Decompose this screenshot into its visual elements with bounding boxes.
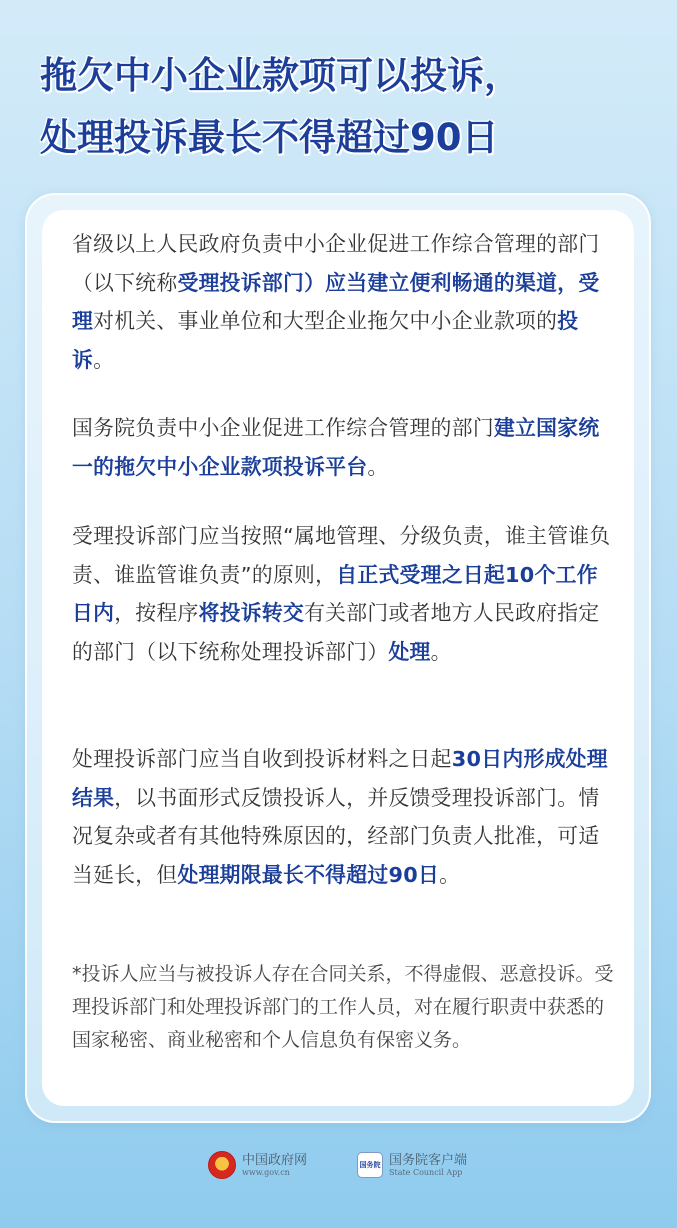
body-text: ，按程序 xyxy=(114,601,199,625)
body-text: 受理投诉部门应当按照“属地管理、分级负责，谁主管谁负责、谁监管谁负责”的原则， xyxy=(72,524,611,587)
body-text: 。 xyxy=(430,639,452,664)
emphasis-text: 投诉 xyxy=(72,309,579,372)
emphasis-text: 30日内形成处理结果 xyxy=(72,747,608,810)
page-title-line-1: 拖欠中小企业款项可以投诉， xyxy=(40,54,521,97)
footer-gov-cn-url: www.gov.cn xyxy=(242,1167,290,1177)
body-text: 。 xyxy=(439,862,461,887)
body-text: 国务院负责中小企业促进工作综合管理的部门 xyxy=(72,416,494,440)
paragraph-4 xyxy=(72,740,618,894)
footer-gov-cn-name: 中国政府网 xyxy=(242,1152,308,1168)
emphasis-text: 处理 xyxy=(388,639,431,664)
emphasis-text: 将投诉转交 xyxy=(198,601,305,625)
body-text: 有关部门或者地方人民政府指定的部门（以下统称处理投诉部门） xyxy=(72,601,600,664)
footnote: *投诉人应当与被投诉人存在合同关系，不得虚假、恶意投诉。受理投诉部门和处理投诉部门的工作人员，对在履行职责中获悉的国家秘密、商业秘密和个人信息负有保密义务。 xyxy=(72,963,614,1051)
state-council-app-icon xyxy=(357,1152,383,1178)
footer-app-sub: State Council App xyxy=(389,1167,463,1177)
body-text: 对机关、事业单位和大型企业拖欠中小企业款项的 xyxy=(93,309,558,333)
footer-gov-cn xyxy=(208,1148,307,1182)
national-emblem-icon: ★ xyxy=(208,1151,236,1179)
emphasis-text: 建立国家统一的拖欠中小企业款项投诉平台 xyxy=(72,416,600,479)
paragraph-2 xyxy=(72,409,618,486)
emphasis-text: 受理投诉部门）应当建立便利畅通的渠道，受理 xyxy=(72,270,600,333)
paragraph-1 xyxy=(72,225,618,379)
emphasis-text: 自正式受理之日起10个工作日内 xyxy=(72,562,598,625)
body-text: ，以书面形式反馈投诉人，并反馈受理投诉部门。情况复杂或者有其他特殊原因的，经部门负责人批准，可适当延长，但 xyxy=(72,785,600,887)
footer-app-name: 国务院客户端 xyxy=(389,1152,468,1168)
body-text: 处理投诉部门应当自收到投诉材料之日起 xyxy=(72,747,452,771)
body-text: 。 xyxy=(367,454,389,479)
footer-state-council-app xyxy=(357,1148,467,1182)
body-text: 。 xyxy=(93,347,115,372)
body-text: 省级以上人民政府负责中小企业促进工作综合管理的部门（以下统称 xyxy=(72,232,600,295)
page-title-line-2: 处理投诉最长不得超过90日 xyxy=(40,116,499,159)
app-icon-label: 国务院 xyxy=(359,1160,381,1169)
emphasis-text: 处理期限最长不得超过90日 xyxy=(177,862,440,887)
paragraph-3 xyxy=(72,517,618,671)
